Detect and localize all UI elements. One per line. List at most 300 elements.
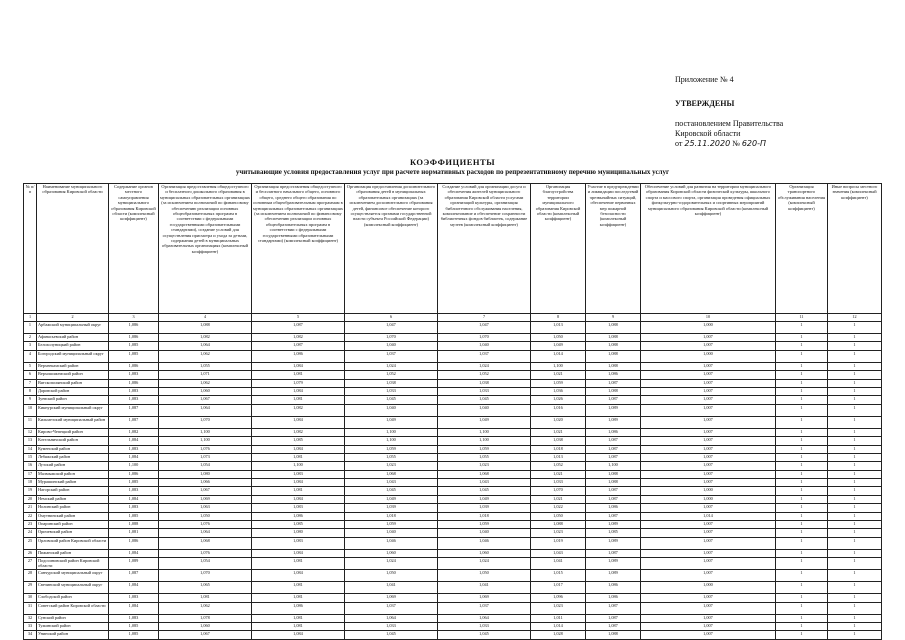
coefficient-cell: 1,007	[641, 537, 776, 549]
coefficient-cell: 1,064	[159, 404, 252, 416]
coefficient-cell: 1,083	[109, 487, 159, 495]
coefficient-cell: 1,085	[252, 521, 345, 529]
row-number: 31	[24, 602, 37, 614]
coefficient-cell: 1,086	[109, 379, 159, 387]
column-header-3: Содержание органов местного самоуправления муниципального образования Кировской области (комплексный коэффициент)	[109, 184, 159, 314]
coefficient-cell: 1	[776, 334, 828, 342]
coefficient-cell: 1,021	[531, 428, 586, 436]
coefficient-cell: 1	[828, 342, 882, 350]
coefficient-cell: 1	[828, 549, 882, 557]
coefficient-cell: 1,062	[159, 350, 252, 362]
coefficient-cell: 1,100	[345, 437, 438, 445]
coefficient-cell: 1,081	[109, 529, 159, 537]
coefficient-cell: 1	[828, 362, 882, 370]
coefficient-cell: 1,000	[641, 582, 776, 594]
decree-number: 620-П	[741, 139, 767, 148]
column-header-7: Создание условий для организации досуга и обеспечения жителей муниципального образования Кировской области услугами организаций культуры, организация библиотечного обслуживания населения, комплектование и обеспечение сохранности библиотечных фондов библиотек, содержание музеев (комплексный коэффициент)	[438, 184, 531, 314]
coefficient-cell: 1,026	[531, 396, 586, 404]
coefficient-cell: 1,067	[159, 487, 252, 495]
coefficient-cell: 1,081	[252, 371, 345, 379]
municipality-name: Слободской район	[37, 594, 109, 602]
coefficient-cell: 1,064	[159, 529, 252, 537]
coefficient-cell: 1,082	[252, 334, 345, 342]
coefficient-cell: 1,007	[641, 549, 776, 557]
coefficient-cell: 1,081	[252, 453, 345, 461]
municipality-name: Малмыжский район	[37, 470, 109, 478]
municipality-name: Кильмезский муниципальный район	[37, 416, 109, 428]
coefficient-cell: 1,033	[531, 479, 586, 487]
row-number: 1	[24, 322, 37, 334]
coefficient-cell: 1,037	[345, 602, 438, 614]
coefficient-cell: 1	[828, 614, 882, 622]
table-row	[24, 495, 882, 503]
coefficient-cell: 1,007	[641, 437, 776, 445]
coefficient-cell: 1,084	[252, 570, 345, 582]
coefficient-cell: 1	[828, 479, 882, 487]
municipality-name: Зуевский район	[37, 396, 109, 404]
coefficient-cell: 1,043	[438, 479, 531, 487]
coefficient-cell: 1,071	[159, 371, 252, 379]
coefficient-cell: 1,083	[252, 537, 345, 549]
coefficient-cell: 1,086	[109, 470, 159, 478]
coefficient-cell: 1,013	[531, 322, 586, 334]
coefficient-cell: 1,046	[345, 537, 438, 549]
coefficient-cell: 1,066	[159, 479, 252, 487]
coefficient-cell: 1	[776, 387, 828, 395]
coefficient-cell: 1,068	[438, 470, 531, 478]
coefficient-cell: 1,084	[109, 582, 159, 594]
table-row	[24, 387, 882, 395]
coefficient-cell: 1	[828, 371, 882, 379]
coefficient-cell: 1,100	[252, 462, 345, 470]
coefficient-cell: 1,064	[345, 614, 438, 622]
table-row	[24, 614, 882, 622]
coefficient-cell: 1,000	[641, 322, 776, 334]
coefficient-cell: 1,007	[641, 334, 776, 342]
coefficient-cell: 1,076	[159, 549, 252, 557]
coefficient-cell: 1,086	[252, 350, 345, 362]
coefficient-cell: 1,087	[586, 437, 641, 445]
coefficient-cell: 1,050	[345, 570, 438, 582]
coefficient-cell: 1	[776, 396, 828, 404]
coefficient-cell: 1,014	[641, 512, 776, 520]
column-header-5: Организация предоставления общедоступного и бесплатного начального общего, основного общего, среднего общего образования по основным общеобразовательным программам в муниципальных образовательных организациях (за исключением полномочий по финансовому обеспечению реализации основных общеобразовательных программ в соответствии с федеральными государственными образовательными стандартами) (комплексный коэффициент)	[252, 184, 345, 314]
coefficient-cell: 1	[776, 453, 828, 461]
coefficient-cell: 1,100	[159, 437, 252, 445]
coefficient-cell: 1,041	[438, 582, 531, 594]
coefficient-cell: 1,064	[159, 342, 252, 350]
coefficient-cell: 1,067	[159, 396, 252, 404]
row-number: 14	[24, 445, 37, 453]
coefficient-cell: 1,086	[109, 322, 159, 334]
coefficient-cell: 1,073	[159, 453, 252, 461]
coefficient-cell: 1,018	[345, 512, 438, 520]
table-row	[24, 529, 882, 537]
coefficient-cell: 1,076	[159, 445, 252, 453]
coefficient-cell: 1,052	[531, 462, 586, 470]
municipality-name: Тужинский район	[37, 622, 109, 630]
coefficient-cell: 1	[776, 362, 828, 370]
coefficient-cell: 1,062	[159, 602, 252, 614]
coefficient-cell: 1,100	[438, 428, 531, 436]
coefficient-cell: 1	[828, 582, 882, 594]
coefficient-cell: 1,007	[641, 428, 776, 436]
municipality-name: Подосиновский район Кировской области	[37, 558, 109, 570]
coefficients-table	[23, 183, 882, 640]
coefficient-cell: 1	[828, 428, 882, 436]
coefficient-cell: 1,086	[586, 371, 641, 379]
coefficient-cell: 1,016	[531, 404, 586, 416]
coefficient-cell: 1	[828, 512, 882, 520]
row-number: 20	[24, 495, 37, 503]
coefficient-cell: 1	[776, 521, 828, 529]
coefficient-cell: 1,007	[641, 453, 776, 461]
coefficient-cell: 1,049	[438, 495, 531, 503]
coefficient-cell: 1,087	[586, 495, 641, 503]
coefficient-cell: 1	[828, 453, 882, 461]
coefficient-cell: 1,084	[252, 549, 345, 557]
row-number: 26	[24, 549, 37, 557]
coefficient-cell: 1,084	[252, 416, 345, 428]
coefficient-cell: 1	[776, 582, 828, 594]
coefficient-cell: 1	[828, 504, 882, 512]
coefficient-cell: 1,039	[438, 504, 531, 512]
coefficient-cell: 1,049	[345, 416, 438, 428]
table-row	[24, 602, 882, 614]
coefficient-cell: 1,086	[109, 537, 159, 549]
column-number: 4	[159, 314, 252, 322]
coefficient-cell: 1,088	[586, 631, 641, 639]
row-number: 32	[24, 614, 37, 622]
column-number: 12	[828, 314, 882, 322]
coefficient-cell: 1	[776, 416, 828, 428]
table-row	[24, 512, 882, 520]
coefficient-cell: 1,055	[438, 453, 531, 461]
coefficient-cell: 1,084	[252, 362, 345, 370]
coefficient-cell: 1,049	[345, 495, 438, 503]
row-number: 18	[24, 479, 37, 487]
row-number: 34	[24, 631, 37, 639]
coefficient-cell: 1,087	[109, 570, 159, 582]
coefficient-cell: 1,084	[109, 495, 159, 503]
coefficient-cell: 1,045	[345, 396, 438, 404]
table-row	[24, 470, 882, 478]
coefficient-cell: 1	[776, 379, 828, 387]
coefficient-cell: 1	[776, 470, 828, 478]
column-header-6: Организация предоставления дополнительного образования детей в муниципальных образовательных организациях (за исключением дополнительного образования детей, финансовое обеспечение которого осуществляется органами государственной власти субъекта Российской Федерации) (комплексный коэффициент)	[345, 184, 438, 314]
coefficient-cell: 1,085	[109, 631, 159, 639]
coefficient-cell: 1,089	[586, 570, 641, 582]
coefficient-cell: 1,024	[345, 362, 438, 370]
coefficient-cell: 1,007	[641, 558, 776, 570]
decree-line-2: Кировской области	[675, 129, 741, 138]
coefficient-cell: 1,083	[109, 396, 159, 404]
coefficient-cell: 1,033	[345, 622, 438, 630]
coefficient-cell: 1,011	[531, 614, 586, 622]
coefficient-cell: 1	[828, 495, 882, 503]
coefficient-cell: 1,083	[109, 594, 159, 602]
municipality-name: Даровской район	[37, 387, 109, 395]
coefficient-cell: 1,059	[345, 445, 438, 453]
column-header-9: Участие в предупреждении и ликвидации последствий чрезвычайных ситуаций, обеспечение первичных мер пожарной безопасности (комплексный коэффициент)	[586, 184, 641, 314]
table-row	[24, 371, 882, 379]
coefficient-cell: 1,021	[531, 495, 586, 503]
coefficient-cell: 1,082	[109, 428, 159, 436]
coefficient-cell: 1,078	[159, 614, 252, 622]
coefficient-cell: 1,085	[109, 342, 159, 350]
municipality-name: Свечинский муниципальный округ	[37, 582, 109, 594]
coefficient-cell: 1,084	[252, 479, 345, 487]
coefficient-cell: 1,046	[438, 537, 531, 549]
municipality-name: Лебяжский район	[37, 453, 109, 461]
row-number: 29	[24, 582, 37, 594]
coefficient-cell: 1,082	[159, 334, 252, 342]
coefficient-cell: 1,085	[109, 512, 159, 520]
municipality-name: Омутнинский район	[37, 512, 109, 520]
coefficient-cell: 1,081	[252, 558, 345, 570]
coefficient-cell: 1	[776, 371, 828, 379]
coefficient-cell: 1,040	[345, 404, 438, 416]
coefficient-cell: 1,059	[345, 521, 438, 529]
municipality-name: Кирово-Чепецкий район	[37, 428, 109, 436]
coefficient-cell: 1	[828, 387, 882, 395]
decree-line-1: постановлением Правительства	[675, 119, 784, 128]
coefficient-cell: 1,068	[345, 470, 438, 478]
coefficient-cell: 1,063	[159, 504, 252, 512]
coefficient-cell: 1,024	[438, 558, 531, 570]
coefficient-cell: 1,033	[345, 387, 438, 395]
annex-label: Приложение № 4	[675, 75, 734, 84]
coefficient-cell: 1,084	[109, 602, 159, 614]
column-header-1: № п/п	[24, 184, 37, 314]
column-number: 5	[252, 314, 345, 322]
coefficient-cell: 1,084	[109, 437, 159, 445]
municipality-name: Куменский район	[37, 445, 109, 453]
coefficient-cell: 1	[828, 631, 882, 639]
row-number: 7	[24, 379, 37, 387]
coefficient-cell: 1,033	[438, 387, 531, 395]
coefficient-cell: 1,070	[531, 487, 586, 495]
row-number: 19	[24, 487, 37, 495]
coefficient-cell: 1,040	[438, 404, 531, 416]
row-number: 25	[24, 537, 37, 549]
coefficient-cell: 1	[828, 437, 882, 445]
table-row	[24, 334, 882, 342]
coefficient-cell: 1	[776, 594, 828, 602]
coefficient-cell: 1,007	[641, 387, 776, 395]
coefficient-cell: 1,050	[531, 512, 586, 520]
coefficient-cell: 1,062	[159, 379, 252, 387]
column-header-8: Организация благоустройства территории муниципального образования Кировской области (комплексный коэффициент)	[531, 184, 586, 314]
coefficient-cell: 1	[776, 504, 828, 512]
table-row	[24, 404, 882, 416]
table-row	[24, 379, 882, 387]
coefficient-cell: 1,087	[252, 342, 345, 350]
coefficient-cell: 1	[828, 396, 882, 404]
column-header-2: Наименование муниципального образования Кировской области	[37, 184, 109, 314]
row-number: 30	[24, 594, 37, 602]
coefficient-cell: 1,086	[109, 362, 159, 370]
coefficient-cell: 1,021	[531, 470, 586, 478]
coefficient-cell: 1,040	[345, 529, 438, 537]
coefficient-cell: 1,007	[641, 371, 776, 379]
coefficient-cell: 1,084	[252, 387, 345, 395]
coefficient-cell: 1,055	[345, 453, 438, 461]
coefficient-cell: 1,085	[586, 529, 641, 537]
coefficient-cell: 1,060	[159, 387, 252, 395]
coefficient-cell: 1,087	[586, 549, 641, 557]
coefficient-cell: 1	[828, 462, 882, 470]
coefficient-cell: 1,059	[438, 445, 531, 453]
coefficient-cell: 1,039	[345, 504, 438, 512]
column-header-10: Обеспечение условий для развития на территории муниципального образования Кировской области физической культуры, школьного спорта и массового спорта, организация проведения официальных физкультурно-оздоровительных и спортивных мероприятий муниципального образования Кировской области (комплексный коэффициент)	[641, 184, 776, 314]
coefficient-cell: 1,086	[586, 594, 641, 602]
coefficient-cell: 1,088	[586, 342, 641, 350]
coefficient-cell: 1,060	[438, 549, 531, 557]
coefficient-cell: 1,087	[109, 404, 159, 416]
municipality-name: Унинский район	[37, 631, 109, 639]
coefficient-cell: 1,084	[252, 445, 345, 453]
number-prefix: №	[732, 139, 740, 148]
coefficient-cell: 1	[776, 487, 828, 495]
table-body	[24, 314, 882, 640]
coefficient-cell: 1	[828, 537, 882, 549]
coefficient-cell: 1,088	[531, 521, 586, 529]
coefficient-cell: 1,087	[586, 453, 641, 461]
coefficient-cell: 1,015	[531, 570, 586, 582]
coefficient-cell: 1,007	[641, 529, 776, 537]
coefficient-cell: 1,040	[438, 529, 531, 537]
coefficient-cell: 1,083	[109, 504, 159, 512]
coefficient-cell: 1,088	[586, 362, 641, 370]
coefficient-cell: 1,070	[159, 570, 252, 582]
table-row	[24, 322, 882, 334]
coefficient-cell: 1,007	[641, 462, 776, 470]
coefficient-cell: 1,089	[586, 537, 641, 549]
coefficient-cell: 1,083	[252, 504, 345, 512]
coefficient-cell: 1	[828, 416, 882, 428]
municipality-name: Сунский район	[37, 614, 109, 622]
coefficient-cell: 1	[828, 487, 882, 495]
coefficient-cell: 1,070	[159, 416, 252, 428]
coefficient-cell: 1,023	[438, 462, 531, 470]
coefficient-cell: 1,007	[641, 622, 776, 630]
coefficient-cell: 1,086	[252, 602, 345, 614]
coefficient-cell: 1	[828, 322, 882, 334]
coefficient-cell: 1,007	[641, 470, 776, 478]
coefficient-cell: 1,037	[438, 350, 531, 362]
row-number: 17	[24, 470, 37, 478]
coefficient-cell: 1,036	[531, 387, 586, 395]
table-row	[24, 350, 882, 362]
table-row	[24, 631, 882, 639]
coefficient-cell: 1,069	[345, 594, 438, 602]
row-number: 13	[24, 437, 37, 445]
coefficient-cell: 1	[776, 512, 828, 520]
coefficient-cell: 1,089	[586, 416, 641, 428]
coefficient-cell: 1,081	[159, 594, 252, 602]
coefficient-cell: 1,087	[586, 487, 641, 495]
coefficient-cell: 1	[828, 379, 882, 387]
column-header-4: Организация предоставления общедоступного и бесплатного дошкольного образования в муниципальных образовательных организациях (за исключением полномочий по финансовому обеспечению реализации основных общеобразовательных программ в соответствии с федеральными государственными образовательными стандартами), создание условий для осуществления присмотра и ухода за детьми, содержания детей в муниципальных образовательных организациях (комплексный коэффициент)	[159, 184, 252, 314]
coefficient-cell: 1,084	[252, 631, 345, 639]
coefficient-cell: 1	[828, 570, 882, 582]
coefficient-cell: 1,086	[586, 428, 641, 436]
table-row	[24, 570, 882, 582]
coefficient-cell: 1,086	[586, 582, 641, 594]
coefficient-cell: 1,087	[252, 322, 345, 334]
coefficient-cell: 1,037	[345, 350, 438, 362]
coefficient-cell: 1,081	[252, 396, 345, 404]
coefficient-cell: 1,089	[586, 521, 641, 529]
municipality-name: Санчурский муниципальный округ	[37, 570, 109, 582]
coefficient-cell: 1,028	[531, 631, 586, 639]
coefficient-cell: 1,000	[641, 495, 776, 503]
municipality-name: Нагорский район	[37, 487, 109, 495]
coefficient-cell: 1,024	[438, 362, 531, 370]
coefficient-cell: 1,100	[345, 428, 438, 436]
row-number: 15	[24, 453, 37, 461]
row-number: 9	[24, 396, 37, 404]
coefficient-cell: 1	[828, 350, 882, 362]
coefficient-cell: 1,082	[252, 404, 345, 416]
coefficient-cell: 1,059	[438, 521, 531, 529]
coefficient-cell: 1,060	[345, 549, 438, 557]
coefficient-cell: 1,040	[345, 342, 438, 350]
column-number: 8	[531, 314, 586, 322]
coefficient-cell: 1,014	[531, 350, 586, 362]
coefficient-cell: 1,087	[586, 614, 641, 622]
coefficient-cell: 1,083	[109, 614, 159, 622]
coefficient-cell: 1,007	[641, 521, 776, 529]
coefficient-cell: 1	[776, 614, 828, 622]
coefficient-cell: 1,045	[438, 487, 531, 495]
coefficient-cell: 1,038	[531, 437, 586, 445]
table-row	[24, 582, 882, 594]
coefficient-cell: 1	[828, 404, 882, 416]
coefficient-cell: 1,045	[345, 487, 438, 495]
table-row	[24, 462, 882, 470]
coefficient-cell: 1,043	[531, 549, 586, 557]
coefficient-cell: 1,085	[109, 622, 159, 630]
table-row	[24, 396, 882, 404]
coefficient-cell: 1	[776, 602, 828, 614]
column-header-11: Организация транспортного обслуживания населения (комплексный коэффициент)	[776, 184, 828, 314]
coefficient-cell: 1	[828, 622, 882, 630]
coefficient-cell: 1,081	[252, 582, 345, 594]
table-row	[24, 453, 882, 461]
decree-date: 25.11.2020	[684, 139, 731, 148]
coefficient-cell: 1	[776, 322, 828, 334]
municipality-name: Богородский муниципальный округ	[37, 350, 109, 362]
coefficient-cell: 1	[828, 558, 882, 570]
row-number: 5	[24, 362, 37, 370]
coefficient-cell: 1,054	[159, 462, 252, 470]
coefficient-cell: 1,043	[345, 479, 438, 487]
table-row	[24, 437, 882, 445]
column-number: 6	[345, 314, 438, 322]
column-number: 10	[641, 314, 776, 322]
coefficient-cell: 1,023	[345, 462, 438, 470]
coefficient-cell: 1,045	[438, 396, 531, 404]
table-row	[24, 622, 882, 630]
coefficient-cell: 1,084	[109, 549, 159, 557]
coefficient-cell: 1,059	[531, 379, 586, 387]
coefficient-cell: 1,081	[252, 487, 345, 495]
coefficient-cell: 1,082	[252, 428, 345, 436]
coefficient-cell: 1,087	[109, 416, 159, 428]
coefficient-cell: 1	[828, 529, 882, 537]
